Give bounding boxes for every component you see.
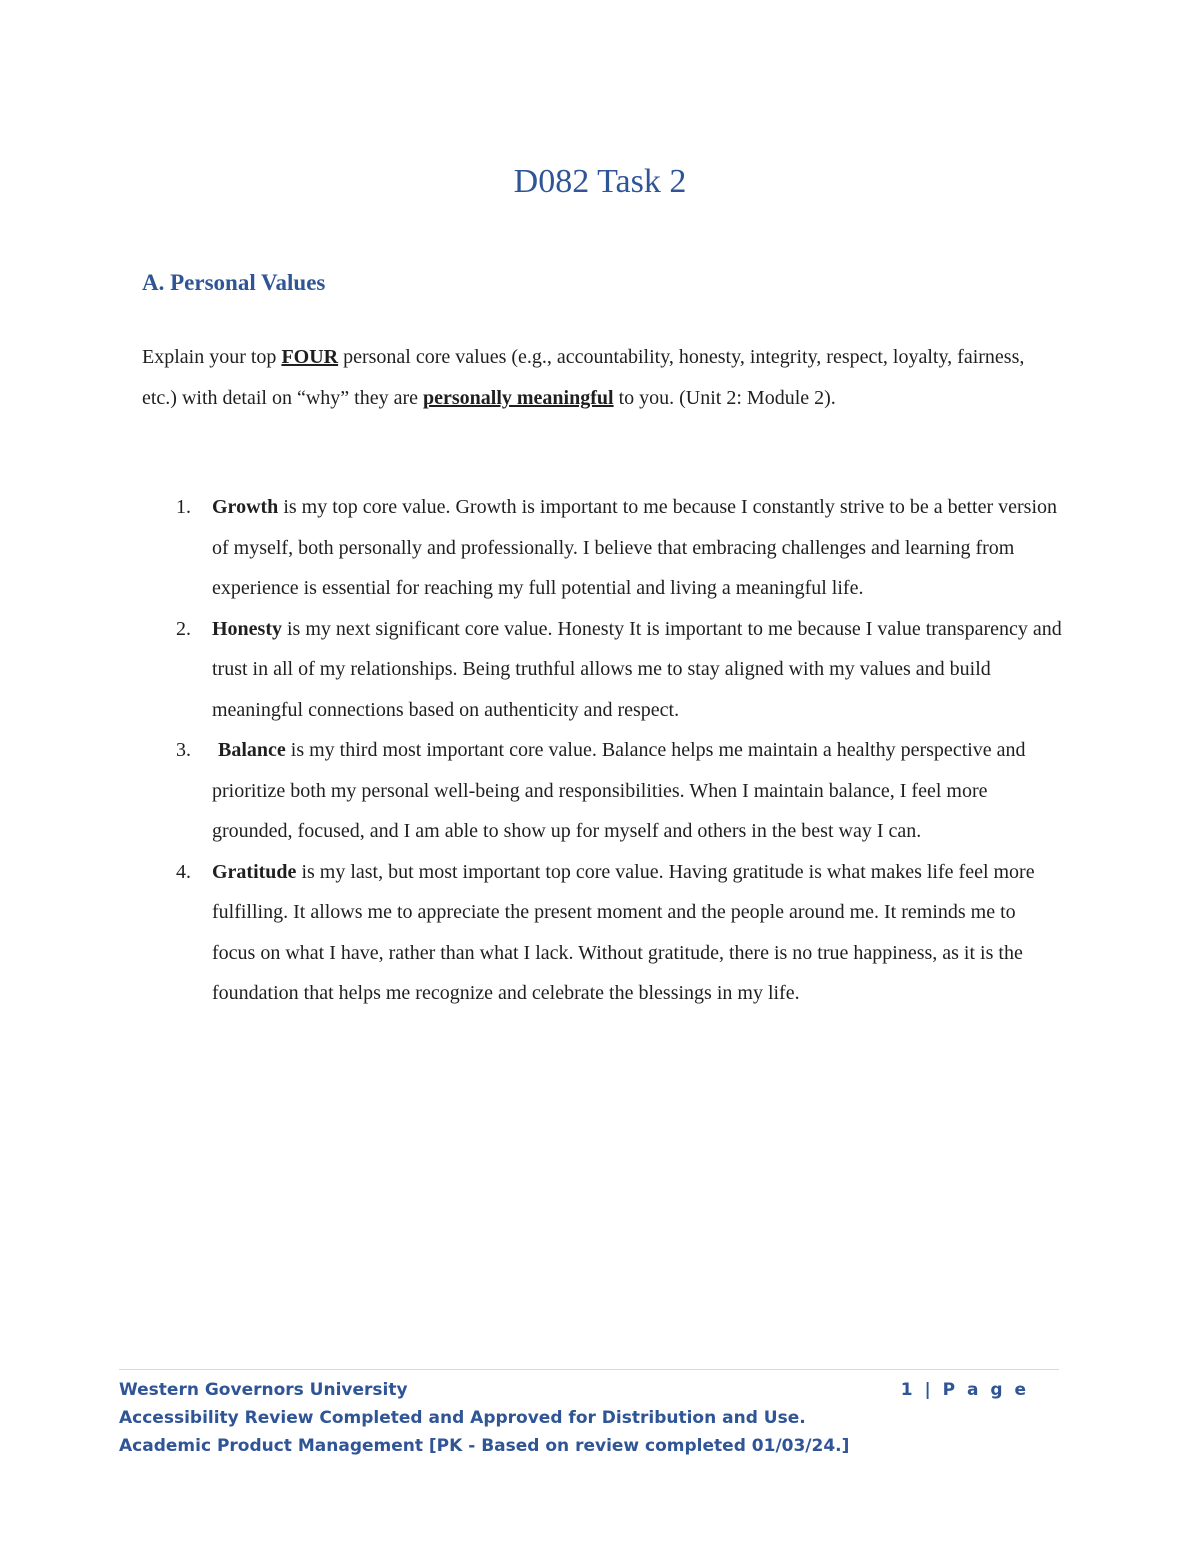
footer-row-1 [119, 1376, 1029, 1404]
prompt-text-end: to you. (Unit 2: Module 2). [613, 387, 836, 409]
list-item [0, 609, 1062, 731]
list-item-number: 3. [176, 739, 191, 761]
prompt-emphasis-four: FOUR [281, 346, 339, 368]
list-item-text: is my last, but most important top core value. Having gratitude is what makes life feel more fulfilling. It allows me to appreciate the present moment and the people around me. It reminds me to focus on what I have, rather than what I lack. Without gratitude, there is no true happiness, as it is the foundation that helps me recognize and celebrate the blessings in my life. [212, 860, 1035, 1004]
footer-institution: Western Governors University [119, 1380, 408, 1400]
list-item [0, 487, 1062, 609]
list-item-term: Balance [218, 739, 286, 761]
list-item-term: Gratitude [212, 860, 297, 883]
page-footer [119, 1376, 1029, 1460]
list-item-number: 1. [176, 496, 191, 518]
list-item-number: 4. [176, 860, 191, 883]
list-item-number: 2. [176, 617, 191, 640]
list-item [0, 852, 1062, 1014]
list-item-text: is my third most important core value. Balance helps me maintain a healthy perspective and prioritize both my personal well-being and responsibilities. When I maintain balance, I feel more grounded, focused, and I am able to show up for myself and others in the best way I can. [212, 739, 1026, 842]
list-item-term: Growth [212, 496, 279, 518]
core-values-list [0, 487, 1200, 1014]
page-title: D082 Task 2 [513, 163, 687, 200]
section-heading: A. Personal Values [142, 270, 326, 295]
footer-review-note: Academic Product Management [PK - Based on review completed 01/03/24.] [119, 1436, 850, 1456]
list-item-text: is my next significant core value. Honesty It is important to me because I value transparency and trust in all of my relationships. Being truthful allows me to stay aligned with my values and build meaningful connections based on authenticity and respect. [212, 617, 1062, 721]
list-item-term: Honesty [212, 617, 282, 640]
footer-divider [119, 1369, 1059, 1370]
prompt-text-middle: personal core values (e.g., accountability, honesty, integrity, respect, loyalty, fairness, etc.) with detail on “why” they are [142, 346, 1025, 409]
footer-accessibility-note: Accessibility Review Completed and Approved for Distribution and Use. [119, 1408, 806, 1428]
prompt-text-start: Explain your top [142, 346, 282, 368]
list-item [0, 730, 1062, 852]
assignment-prompt [142, 337, 1062, 419]
list-item-text: is my top core value. Growth is important to me because I constantly strive to be a better version of myself, both personally and professionally. I believe that embracing challenges and learning from experience is essential for reaching my full potential and living a meaningful life. [212, 496, 1057, 599]
prompt-emphasis-meaningful: personally meaningful [423, 387, 614, 409]
footer-page-number: 1 | P a g e [900, 1380, 1029, 1400]
